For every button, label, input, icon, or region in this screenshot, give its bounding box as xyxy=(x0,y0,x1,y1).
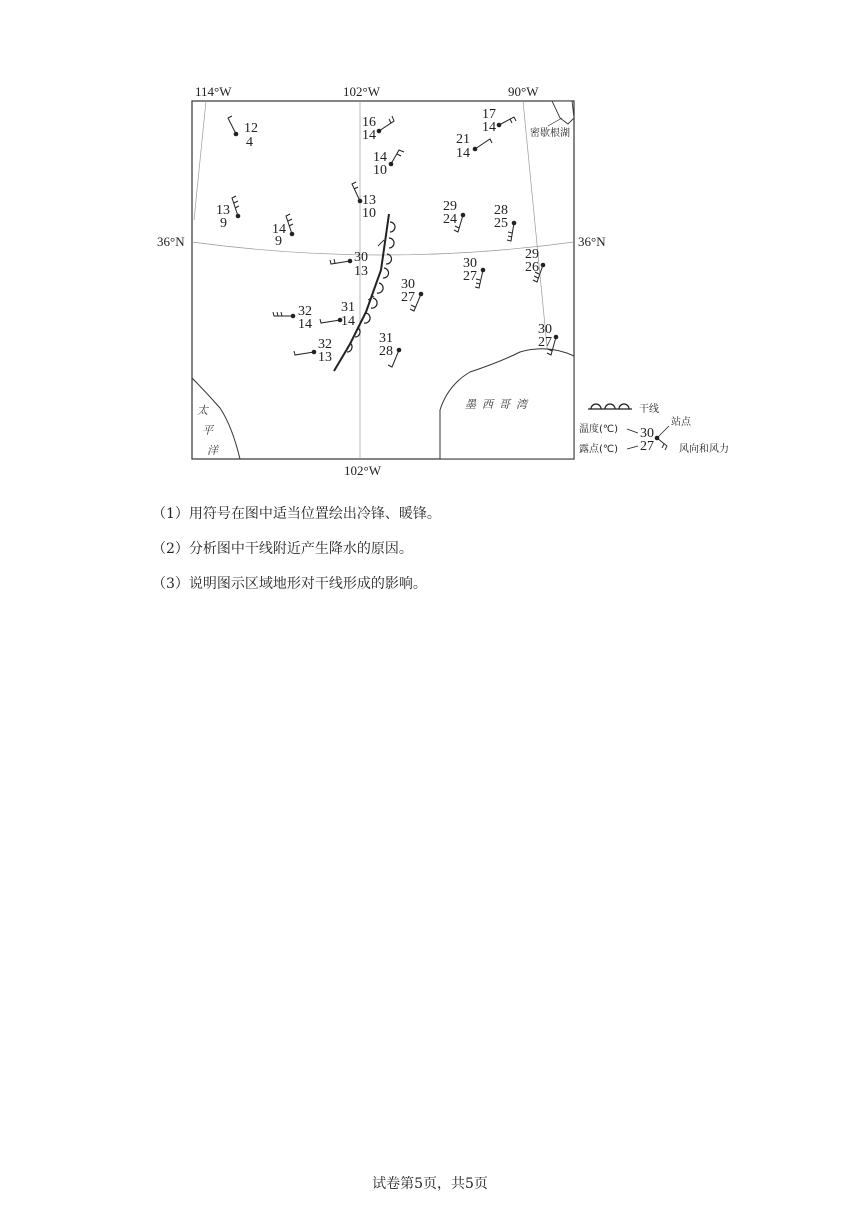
svg-text:30: 30 xyxy=(354,250,368,265)
svg-text:27: 27 xyxy=(401,290,415,305)
svg-text:12: 12 xyxy=(244,121,258,136)
lon-label-114w: 114°W xyxy=(195,84,232,99)
svg-text:10: 10 xyxy=(373,163,387,178)
svg-text:4: 4 xyxy=(246,135,253,150)
svg-text:28: 28 xyxy=(379,344,393,359)
legend-wind-label: 风向和风力 xyxy=(679,444,729,455)
svg-text:14: 14 xyxy=(482,120,496,135)
svg-text:9: 9 xyxy=(220,216,227,231)
question-1: （1）用符号在图中适当位置绘出冷锋、暖锋。 xyxy=(152,506,441,522)
svg-text:14: 14 xyxy=(272,222,286,237)
legend-dew-label: 露点(℃) xyxy=(579,444,619,455)
legend-dryline-label: 干线 xyxy=(639,404,659,415)
svg-text:21: 21 xyxy=(456,132,470,147)
svg-text:10: 10 xyxy=(362,206,376,221)
svg-text:29: 29 xyxy=(443,199,457,214)
svg-text:31: 31 xyxy=(379,331,393,346)
legend-station-label: 站点 xyxy=(671,417,691,428)
svg-text:31: 31 xyxy=(341,300,355,315)
svg-text:27: 27 xyxy=(463,269,477,284)
svg-text:32: 32 xyxy=(298,304,312,319)
svg-text:13: 13 xyxy=(216,203,230,218)
svg-text:25: 25 xyxy=(494,216,508,231)
pacific-label-1: 太 xyxy=(197,404,208,417)
svg-text:27: 27 xyxy=(538,335,552,350)
lat-label-36n-left: 36°N xyxy=(157,234,185,249)
svg-text:30: 30 xyxy=(538,322,552,337)
svg-text:32: 32 xyxy=(318,337,332,352)
question-2: （2）分析图中干线附近产生降水的原因。 xyxy=(152,541,413,557)
lon-label-102w-bottom: 102°W xyxy=(344,463,381,478)
svg-text:13: 13 xyxy=(318,350,332,365)
svg-text:24: 24 xyxy=(443,212,457,227)
svg-text:28: 28 xyxy=(494,203,508,218)
svg-text:13: 13 xyxy=(362,193,376,208)
svg-text:26: 26 xyxy=(525,260,539,275)
svg-text:29: 29 xyxy=(525,247,539,262)
legend-dryline-symbol xyxy=(588,404,632,409)
legend-sample-dew: 27 xyxy=(640,439,654,454)
svg-text:14: 14 xyxy=(341,314,355,329)
svg-text:14: 14 xyxy=(362,128,376,143)
svg-text:30: 30 xyxy=(463,256,477,271)
weather-map-figure xyxy=(0,0,860,500)
svg-text:14: 14 xyxy=(456,146,470,161)
lat-label-36n-right: 36°N xyxy=(578,234,606,249)
pacific-label-3: 洋 xyxy=(207,444,218,457)
svg-text:30: 30 xyxy=(401,277,415,292)
lon-label-102w-top: 102°W xyxy=(343,84,380,99)
pacific-label-2: 平 xyxy=(202,424,213,437)
svg-text:9: 9 xyxy=(275,234,282,249)
map-legend xyxy=(579,402,729,455)
svg-text:13: 13 xyxy=(354,264,368,279)
page-footer: 试卷第5页，共5页 xyxy=(372,1176,488,1192)
question-3: （3）说明图示区域地形对干线形成的影响。 xyxy=(152,576,427,592)
svg-text:17: 17 xyxy=(482,107,496,122)
gulf-label: 墨西哥湾 xyxy=(465,398,533,411)
svg-text:16: 16 xyxy=(362,115,376,130)
svg-text:14: 14 xyxy=(373,150,387,165)
legend-temp-label: 温度(℃) xyxy=(579,424,619,435)
legend-sample-temp: 30 xyxy=(640,426,654,441)
svg-text:14: 14 xyxy=(298,317,312,332)
lake-label: 密歇根湖 xyxy=(530,128,570,139)
lon-label-90w: 90°W xyxy=(508,84,539,99)
